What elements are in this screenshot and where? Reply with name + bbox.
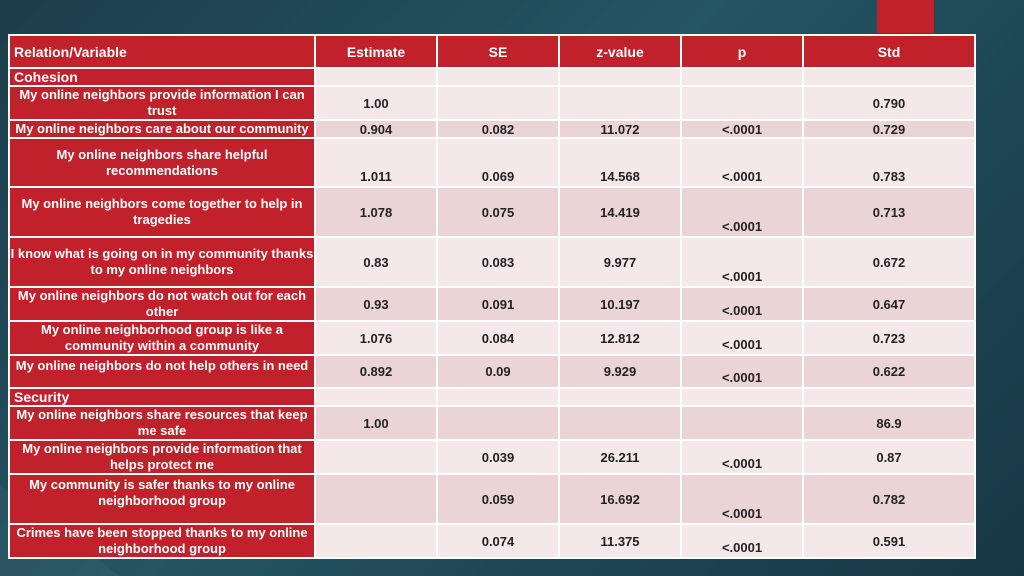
cell-p: <.0001	[681, 187, 803, 237]
cell-z: 16.692	[559, 474, 681, 524]
cell-std: 0.591	[803, 524, 975, 558]
section-row-security	[9, 388, 975, 406]
header-estimate: Estimate	[315, 35, 437, 68]
accent-block	[877, 0, 934, 33]
row-label: My online neighbors provide information that helps protect me	[9, 440, 315, 474]
cell-z: 12.812	[559, 321, 681, 355]
cell-p: <.0001	[681, 237, 803, 287]
table-row	[9, 474, 975, 524]
cell-se	[437, 86, 559, 120]
row-label: My online neighbors do not help others in need	[9, 355, 315, 388]
table-row	[9, 237, 975, 287]
cell-z: 14.419	[559, 187, 681, 237]
results-table-container	[8, 34, 974, 559]
cell-estimate	[315, 474, 437, 524]
table-row	[9, 187, 975, 237]
cell-std: 0.672	[803, 237, 975, 287]
cell-se: 0.074	[437, 524, 559, 558]
row-label: My online neighbors provide information I can trust	[9, 86, 315, 120]
header-row	[9, 35, 975, 68]
header-std: Std	[803, 35, 975, 68]
cell-p	[681, 406, 803, 440]
row-label: My online neighbors care about our community	[9, 120, 315, 138]
results-table	[8, 34, 976, 559]
cell-estimate: 1.00	[315, 406, 437, 440]
header-se: SE	[437, 35, 559, 68]
cell-estimate: 1.076	[315, 321, 437, 355]
cell-se: 0.09	[437, 355, 559, 388]
cell-z: 10.197	[559, 287, 681, 321]
table-row	[9, 287, 975, 321]
cell-p: <.0001	[681, 321, 803, 355]
cell-z: 11.375	[559, 524, 681, 558]
cell-std: 86.9	[803, 406, 975, 440]
section-label: Security	[9, 388, 315, 406]
cell-se	[437, 406, 559, 440]
header-z-value: z-value	[559, 35, 681, 68]
cell-se: 0.082	[437, 120, 559, 138]
cell-std: 0.723	[803, 321, 975, 355]
cell-z: 11.072	[559, 120, 681, 138]
table-row	[9, 120, 975, 138]
cell-p: <.0001	[681, 474, 803, 524]
cell-se: 0.039	[437, 440, 559, 474]
cell-p: <.0001	[681, 120, 803, 138]
cell-estimate: 1.00	[315, 86, 437, 120]
table-row	[9, 321, 975, 355]
cell-estimate: 1.078	[315, 187, 437, 237]
cell-std: 0.87	[803, 440, 975, 474]
table-row	[9, 406, 975, 440]
table-row	[9, 355, 975, 388]
cell-estimate: 0.892	[315, 355, 437, 388]
cell-p: <.0001	[681, 287, 803, 321]
table-row	[9, 86, 975, 120]
cell-z	[559, 406, 681, 440]
cell-std: 0.790	[803, 86, 975, 120]
cell-p	[681, 86, 803, 120]
row-label: Crimes have been stopped thanks to my online neighborhood group	[9, 524, 315, 558]
table-row	[9, 440, 975, 474]
row-label: My online neighborhood group is like a community within a community	[9, 321, 315, 355]
cell-se: 0.091	[437, 287, 559, 321]
cell-z: 9.977	[559, 237, 681, 287]
cell-p: <.0001	[681, 524, 803, 558]
cell-estimate: 1.011	[315, 138, 437, 187]
cell-estimate: 0.93	[315, 287, 437, 321]
cell-p: <.0001	[681, 440, 803, 474]
cell-z	[559, 86, 681, 120]
row-label: My online neighbors come together to help in tragedies	[9, 187, 315, 237]
table-row	[9, 524, 975, 558]
row-label: I know what is going on in my community thanks to my online neighbors	[9, 237, 315, 287]
cell-se: 0.059	[437, 474, 559, 524]
cell-std: 0.647	[803, 287, 975, 321]
cell-estimate: 0.83	[315, 237, 437, 287]
row-label: My online neighbors do not watch out for each other	[9, 287, 315, 321]
section-row-cohesion	[9, 68, 975, 86]
cell-se: 0.083	[437, 237, 559, 287]
table-row	[9, 138, 975, 187]
cell-se: 0.084	[437, 321, 559, 355]
row-label: My online neighbors share resources that keep me safe	[9, 406, 315, 440]
header-p: p	[681, 35, 803, 68]
cell-std: 0.622	[803, 355, 975, 388]
row-label: My online neighbors share helpful recommendations	[9, 138, 315, 187]
cell-std: 0.713	[803, 187, 975, 237]
section-label: Cohesion	[9, 68, 315, 86]
cell-p: <.0001	[681, 355, 803, 388]
row-label: My community is safer thanks to my online neighborhood group	[9, 474, 315, 524]
cell-p: <.0001	[681, 138, 803, 187]
cell-estimate	[315, 524, 437, 558]
cell-estimate: 0.904	[315, 120, 437, 138]
cell-std: 0.729	[803, 120, 975, 138]
cell-z: 9.929	[559, 355, 681, 388]
cell-se: 0.069	[437, 138, 559, 187]
cell-estimate	[315, 440, 437, 474]
cell-z: 26.211	[559, 440, 681, 474]
header-relation-variable: Relation/Variable	[9, 35, 315, 68]
cell-std: 0.783	[803, 138, 975, 187]
cell-z: 14.568	[559, 138, 681, 187]
cell-std: 0.782	[803, 474, 975, 524]
cell-se: 0.075	[437, 187, 559, 237]
